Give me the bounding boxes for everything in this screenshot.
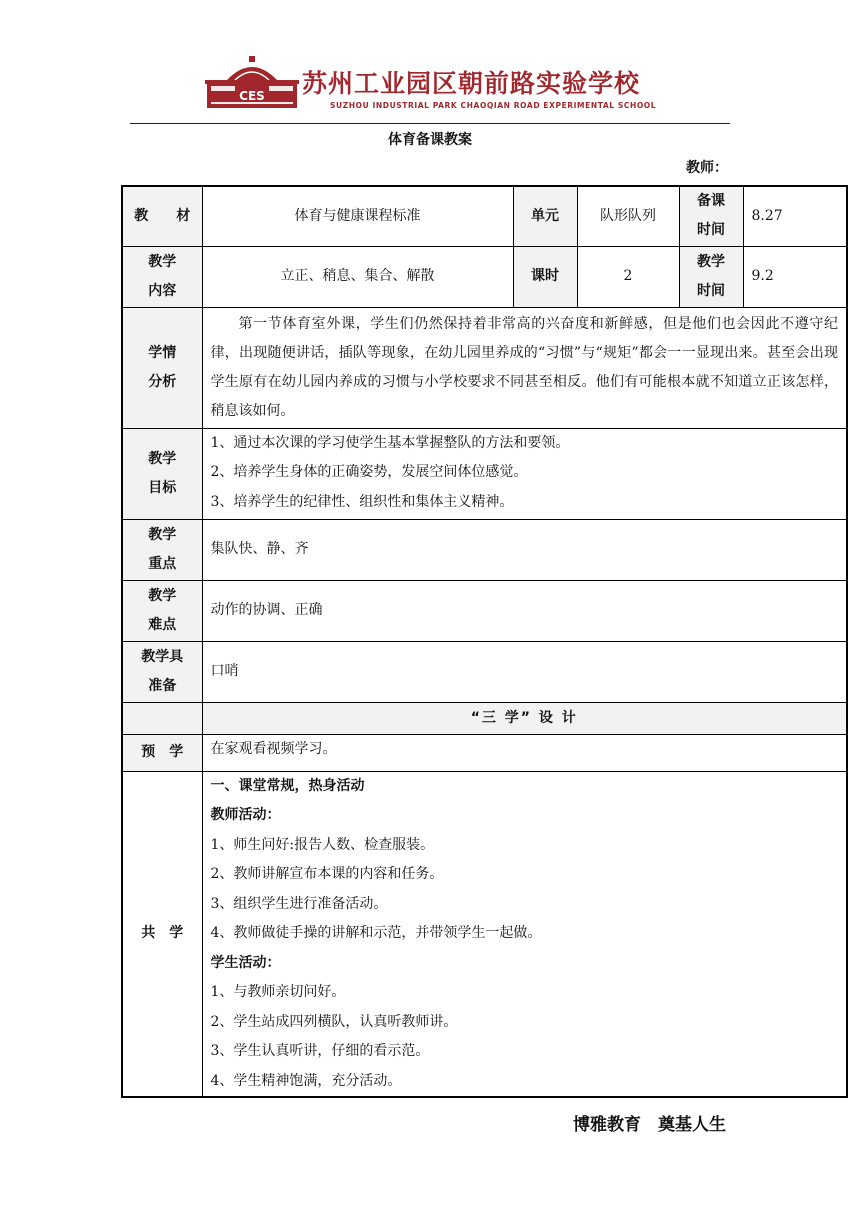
goal-item: 2、培养学生身体的正确姿势，发展空间体位感觉。 <box>210 464 528 480</box>
teacher-label: 教师： <box>686 160 728 176</box>
label-equipment: 教学具 准备 <box>122 641 202 702</box>
label-goals: 教学 目标 <box>122 428 202 519</box>
equipment-text: 口哨 <box>202 641 847 702</box>
label-difficulties: 教学 难点 <box>122 580 202 641</box>
student-activity-item: 3、学生认真听讲，仔细的看示范。 <box>210 1043 430 1059</box>
student-activity-item: 2、学生站成四列横队，认真听教师讲。 <box>210 1013 458 1030</box>
label-teach-time: 教学 时间 <box>679 246 743 307</box>
design-title-blank <box>122 702 202 734</box>
row-key-points <box>122 519 847 580</box>
header-divider <box>130 123 730 124</box>
teacher-activity-item: 4、教师做徒手操的讲解和示范，并带领学生一起做。 <box>210 925 542 941</box>
unit-value: 队形队列 <box>577 186 679 246</box>
preview-text: 在家观看视频学习。 <box>202 734 847 771</box>
row-content <box>122 246 847 307</box>
row-analysis <box>122 307 847 428</box>
prep-time-value: 8.27 <box>743 186 847 246</box>
label-content: 教学 内容 <box>122 246 202 307</box>
school-logo <box>205 56 299 108</box>
label-key-points: 教学 重点 <box>122 519 202 580</box>
row-difficulties <box>122 580 847 641</box>
teacher-activity-item: 3、组织学生进行准备活动。 <box>210 895 388 912</box>
analysis-text: 第一节体育室外课，学生们仍然保持着非常高的兴奋度和新鲜感，但是他们也会因此不遵守纪律，出现随便讲话，插队等现象，在幼儿园里养成的“习惯”与“规矩”都会一一显现出来。甚至会出现学生原有在幼儿园内养成的习惯与小学校要求不同甚至相反。他们有可能根本就不知道立正该怎样，稍息该如何。 <box>202 307 847 428</box>
label-unit: 单元 <box>513 186 577 246</box>
label-prep-time: 备课 时间 <box>679 186 743 246</box>
row-colearn <box>122 771 847 1097</box>
goals-list <box>202 428 847 519</box>
footer-motto: 博雅教育 奠基人生 <box>573 1115 726 1135</box>
label-analysis: 学情 分析 <box>122 307 202 428</box>
student-activity-item: 1、与教师亲切问好。 <box>210 984 346 1000</box>
design-title: “三 学” 设 计 <box>202 702 847 734</box>
key-points-text: 集队快、静、齐 <box>202 519 847 580</box>
page-header <box>0 0 860 124</box>
difficulties-text: 动作的协调、正确 <box>202 580 847 641</box>
period-value: 2 <box>577 246 679 307</box>
goal-item: 1、通过本次课的学习使学生基本掌握整队的方法和要领。 <box>210 434 570 451</box>
teacher-activity-item: 1、师生问好:报告人数、检查服装。 <box>210 836 435 853</box>
goal-item: 3、培养学生的纪律性、组织性和集体主义精神。 <box>210 493 514 510</box>
student-activity-title: 学生活动： <box>210 954 281 971</box>
row-goals <box>122 428 847 519</box>
colearn-section-title: 一、课堂常规，热身活动 <box>210 777 365 794</box>
school-name: 苏州工业园区朝前路实验学校 <box>302 69 641 98</box>
colearn-content <box>202 771 847 1097</box>
row-textbook <box>122 186 847 246</box>
teacher-activity-item: 2、教师讲解宣布本课的内容和任务。 <box>210 866 444 882</box>
document-title: 体育备课教案 <box>388 132 472 148</box>
teacher-activity-title: 教师活动： <box>210 807 281 823</box>
row-equipment <box>122 641 847 702</box>
teach-time-value: 9.2 <box>743 246 847 307</box>
row-design-title <box>122 702 847 734</box>
content-value: 立正、稍息、集合、解散 <box>202 246 513 307</box>
row-preview <box>122 734 847 771</box>
label-textbook: 教 材 <box>122 186 202 246</box>
school-name-en: SUZHOU INDUSTRIAL PARK CHAOQIAN ROAD EXPERIMENTAL SCHOOL <box>330 101 657 110</box>
textbook-value: 体育与健康课程标准 <box>202 186 513 246</box>
label-preview: 预 学 <box>122 734 202 771</box>
student-activity-item: 4、学生精神饱满，充分活动。 <box>210 1072 402 1089</box>
lesson-plan-table <box>121 185 848 1098</box>
label-period: 课时 <box>513 246 577 307</box>
logo-text: CES <box>239 89 265 103</box>
label-colearn: 共 学 <box>122 771 202 1097</box>
